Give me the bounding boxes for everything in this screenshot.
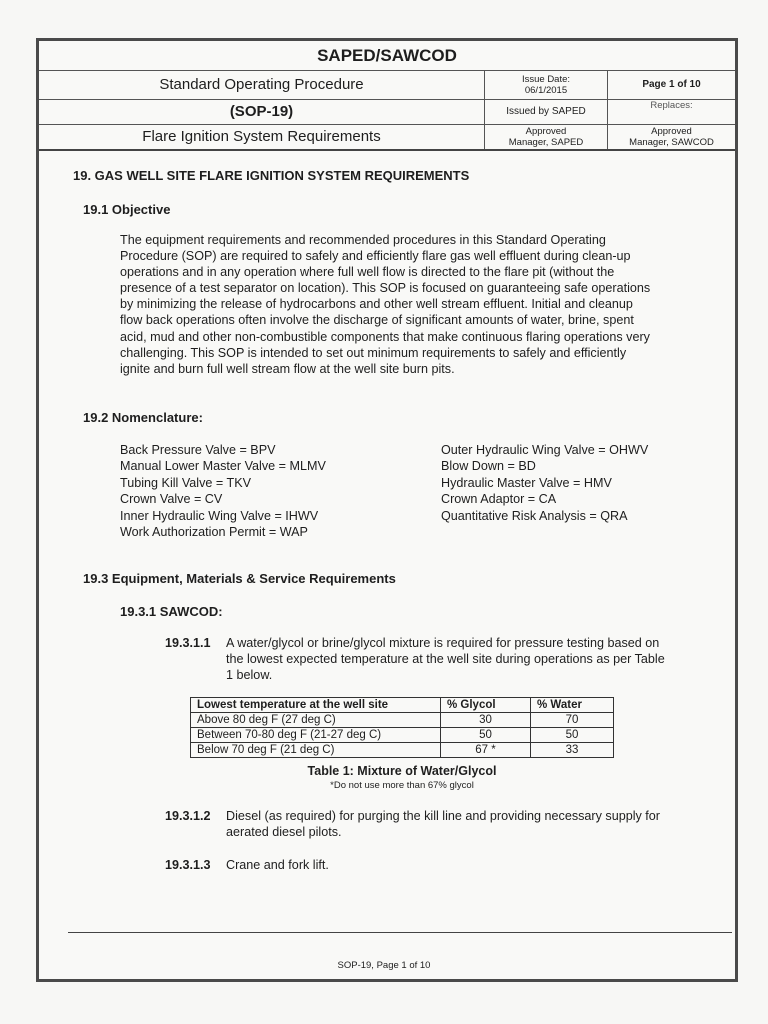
objective-line: ignite and burn full well stream flow at the well site burn pits. bbox=[120, 361, 455, 376]
header-row-3 bbox=[39, 125, 735, 151]
approval-saped bbox=[485, 125, 608, 149]
equipment-heading: 19.3 Equipment, Materials & Service Requirements bbox=[83, 571, 396, 586]
table-note: *Do not use more than 67% glycol bbox=[330, 780, 474, 791]
org-title: SAPED/SAWCOD bbox=[39, 41, 735, 71]
nomenclature-item: Outer Hydraulic Wing Valve = OHWV bbox=[441, 443, 649, 457]
objective-line: flow back operations often involve the discharge of significant amounts of water, brine, spent bbox=[120, 313, 634, 328]
table-cell: 67 * bbox=[441, 743, 531, 758]
table-cell: 50 bbox=[441, 728, 531, 743]
table-row bbox=[191, 743, 614, 758]
objective-line: by minimizing the release of hydrocarbons and other well stream effluent. Initial and cleanup bbox=[120, 297, 633, 312]
table-cell: Above 80 deg F (27 deg C) bbox=[191, 713, 441, 728]
document-header bbox=[39, 41, 735, 151]
table-header: % Glycol bbox=[441, 698, 531, 713]
objective-line: presence of a test separator on location). This SOP is focused on guaranteeing safe operations bbox=[120, 281, 651, 296]
nomenclature-item: Crown Valve = CV bbox=[120, 492, 223, 507]
nomenclature-item: Tubing Kill Valve = TKV bbox=[120, 475, 252, 490]
item-line: Diesel (as required) for purging the kill line and providing necessary supply for bbox=[226, 809, 661, 823]
table-caption: Table 1: Mixture of Water/Glycol bbox=[307, 764, 497, 778]
item-text bbox=[226, 635, 712, 683]
table-row bbox=[191, 713, 614, 728]
objective-heading: 19.1 Objective bbox=[83, 202, 171, 217]
header-row-2 bbox=[39, 100, 735, 125]
nomenclature-item: Manual Lower Master Valve = MLMV bbox=[120, 459, 326, 474]
approver-2: Manager, SAWCOD bbox=[629, 137, 714, 148]
nomenclature-item: Crown Adaptor = CA bbox=[441, 492, 557, 507]
item-line: Crane and fork lift. bbox=[226, 858, 329, 872]
table-cell: 30 bbox=[441, 713, 531, 728]
objective-line: acid, mud and other non-combustible components that make continuous flaring operations very bbox=[120, 329, 650, 344]
nomenclature-right-list bbox=[441, 442, 648, 524]
table-header: Lowest temperature at the well site bbox=[191, 698, 441, 713]
table-cell: Below 70 deg F (21 deg C) bbox=[191, 743, 441, 758]
page-count: Page 1 of 10 bbox=[642, 79, 701, 90]
nomenclature-item: Quantitative Risk Analysis = QRA bbox=[441, 508, 628, 523]
objective-paragraph bbox=[120, 232, 708, 377]
approver-1: Manager, SAPED bbox=[508, 137, 584, 148]
issue-date-cell bbox=[485, 71, 608, 99]
objective-line: The equipment requirements and recommended procedures in this Standard Operating bbox=[120, 233, 606, 247]
approval-sawcod bbox=[608, 125, 735, 149]
item-number: 19.3.1.1 bbox=[165, 636, 211, 650]
table-cell: Between 70-80 deg F (21-27 deg C) bbox=[191, 728, 441, 743]
item-line: 1 below. bbox=[226, 668, 273, 682]
objective-line: challenging. This SOP is intended to set out minimum requirements to safely and efficiently bbox=[120, 345, 627, 360]
issue-date-label: Issue Date: bbox=[521, 74, 571, 85]
header-row-1 bbox=[39, 71, 735, 100]
objective-line: operations and in any operation where full well flow is directed to the flare pit (without the bbox=[120, 265, 615, 280]
item-line: the lowest expected temperature at the well site during operations as per Table bbox=[226, 652, 665, 666]
item-line: aerated diesel pilots. bbox=[226, 825, 342, 839]
nomenclature-item: Work Authorization Permit = WAP bbox=[120, 525, 308, 540]
nomenclature-left-list bbox=[120, 442, 326, 540]
subject: Flare Ignition System Requirements bbox=[39, 125, 485, 149]
sop-id: (SOP-19) bbox=[39, 100, 485, 124]
table-header: % Water bbox=[531, 698, 614, 713]
item-text bbox=[226, 857, 712, 873]
issued-by: Issued by SAPED bbox=[485, 100, 608, 124]
footer-rule bbox=[68, 932, 732, 933]
approved-label-1: Approved bbox=[525, 126, 567, 137]
doc-type: Standard Operating Procedure bbox=[39, 71, 485, 99]
issue-date: 06/1/2015 bbox=[524, 85, 568, 96]
item-number: 19.3.1.2 bbox=[165, 809, 211, 823]
nomenclature-item: Hydraulic Master Valve = HMV bbox=[441, 475, 612, 490]
nomenclature-item: Inner Hydraulic Wing Valve = IHWV bbox=[120, 508, 319, 523]
section-heading: 19. GAS WELL SITE FLARE IGNITION SYSTEM REQUIREMENTS bbox=[73, 168, 470, 183]
replaces: Replaces: bbox=[650, 100, 693, 111]
table-cell: 33 bbox=[531, 743, 614, 758]
approved-label-2: Approved bbox=[651, 126, 692, 137]
table-row bbox=[191, 728, 614, 743]
item-number: 19.3.1.3 bbox=[165, 858, 211, 872]
nomenclature-item: Back Pressure Valve = BPV bbox=[120, 443, 276, 457]
page-footer: SOP-19, Page 1 of 10 bbox=[337, 960, 431, 971]
item-text bbox=[226, 808, 712, 840]
table-cell: 50 bbox=[531, 728, 614, 743]
nomenclature-heading: 19.2 Nomenclature: bbox=[83, 410, 203, 425]
glycol-table bbox=[190, 697, 614, 758]
objective-line: Procedure (SOP) are required to safely and efficiently flare gas well effluent during clean-up bbox=[120, 249, 631, 264]
table-header-row bbox=[191, 698, 614, 713]
nomenclature-item: Blow Down = BD bbox=[441, 459, 536, 474]
table-cell: 70 bbox=[531, 713, 614, 728]
item-line: A water/glycol or brine/glycol mixture is required for pressure testing based on bbox=[226, 636, 660, 650]
sawcod-subheading: 19.3.1 SAWCOD: bbox=[120, 604, 223, 619]
